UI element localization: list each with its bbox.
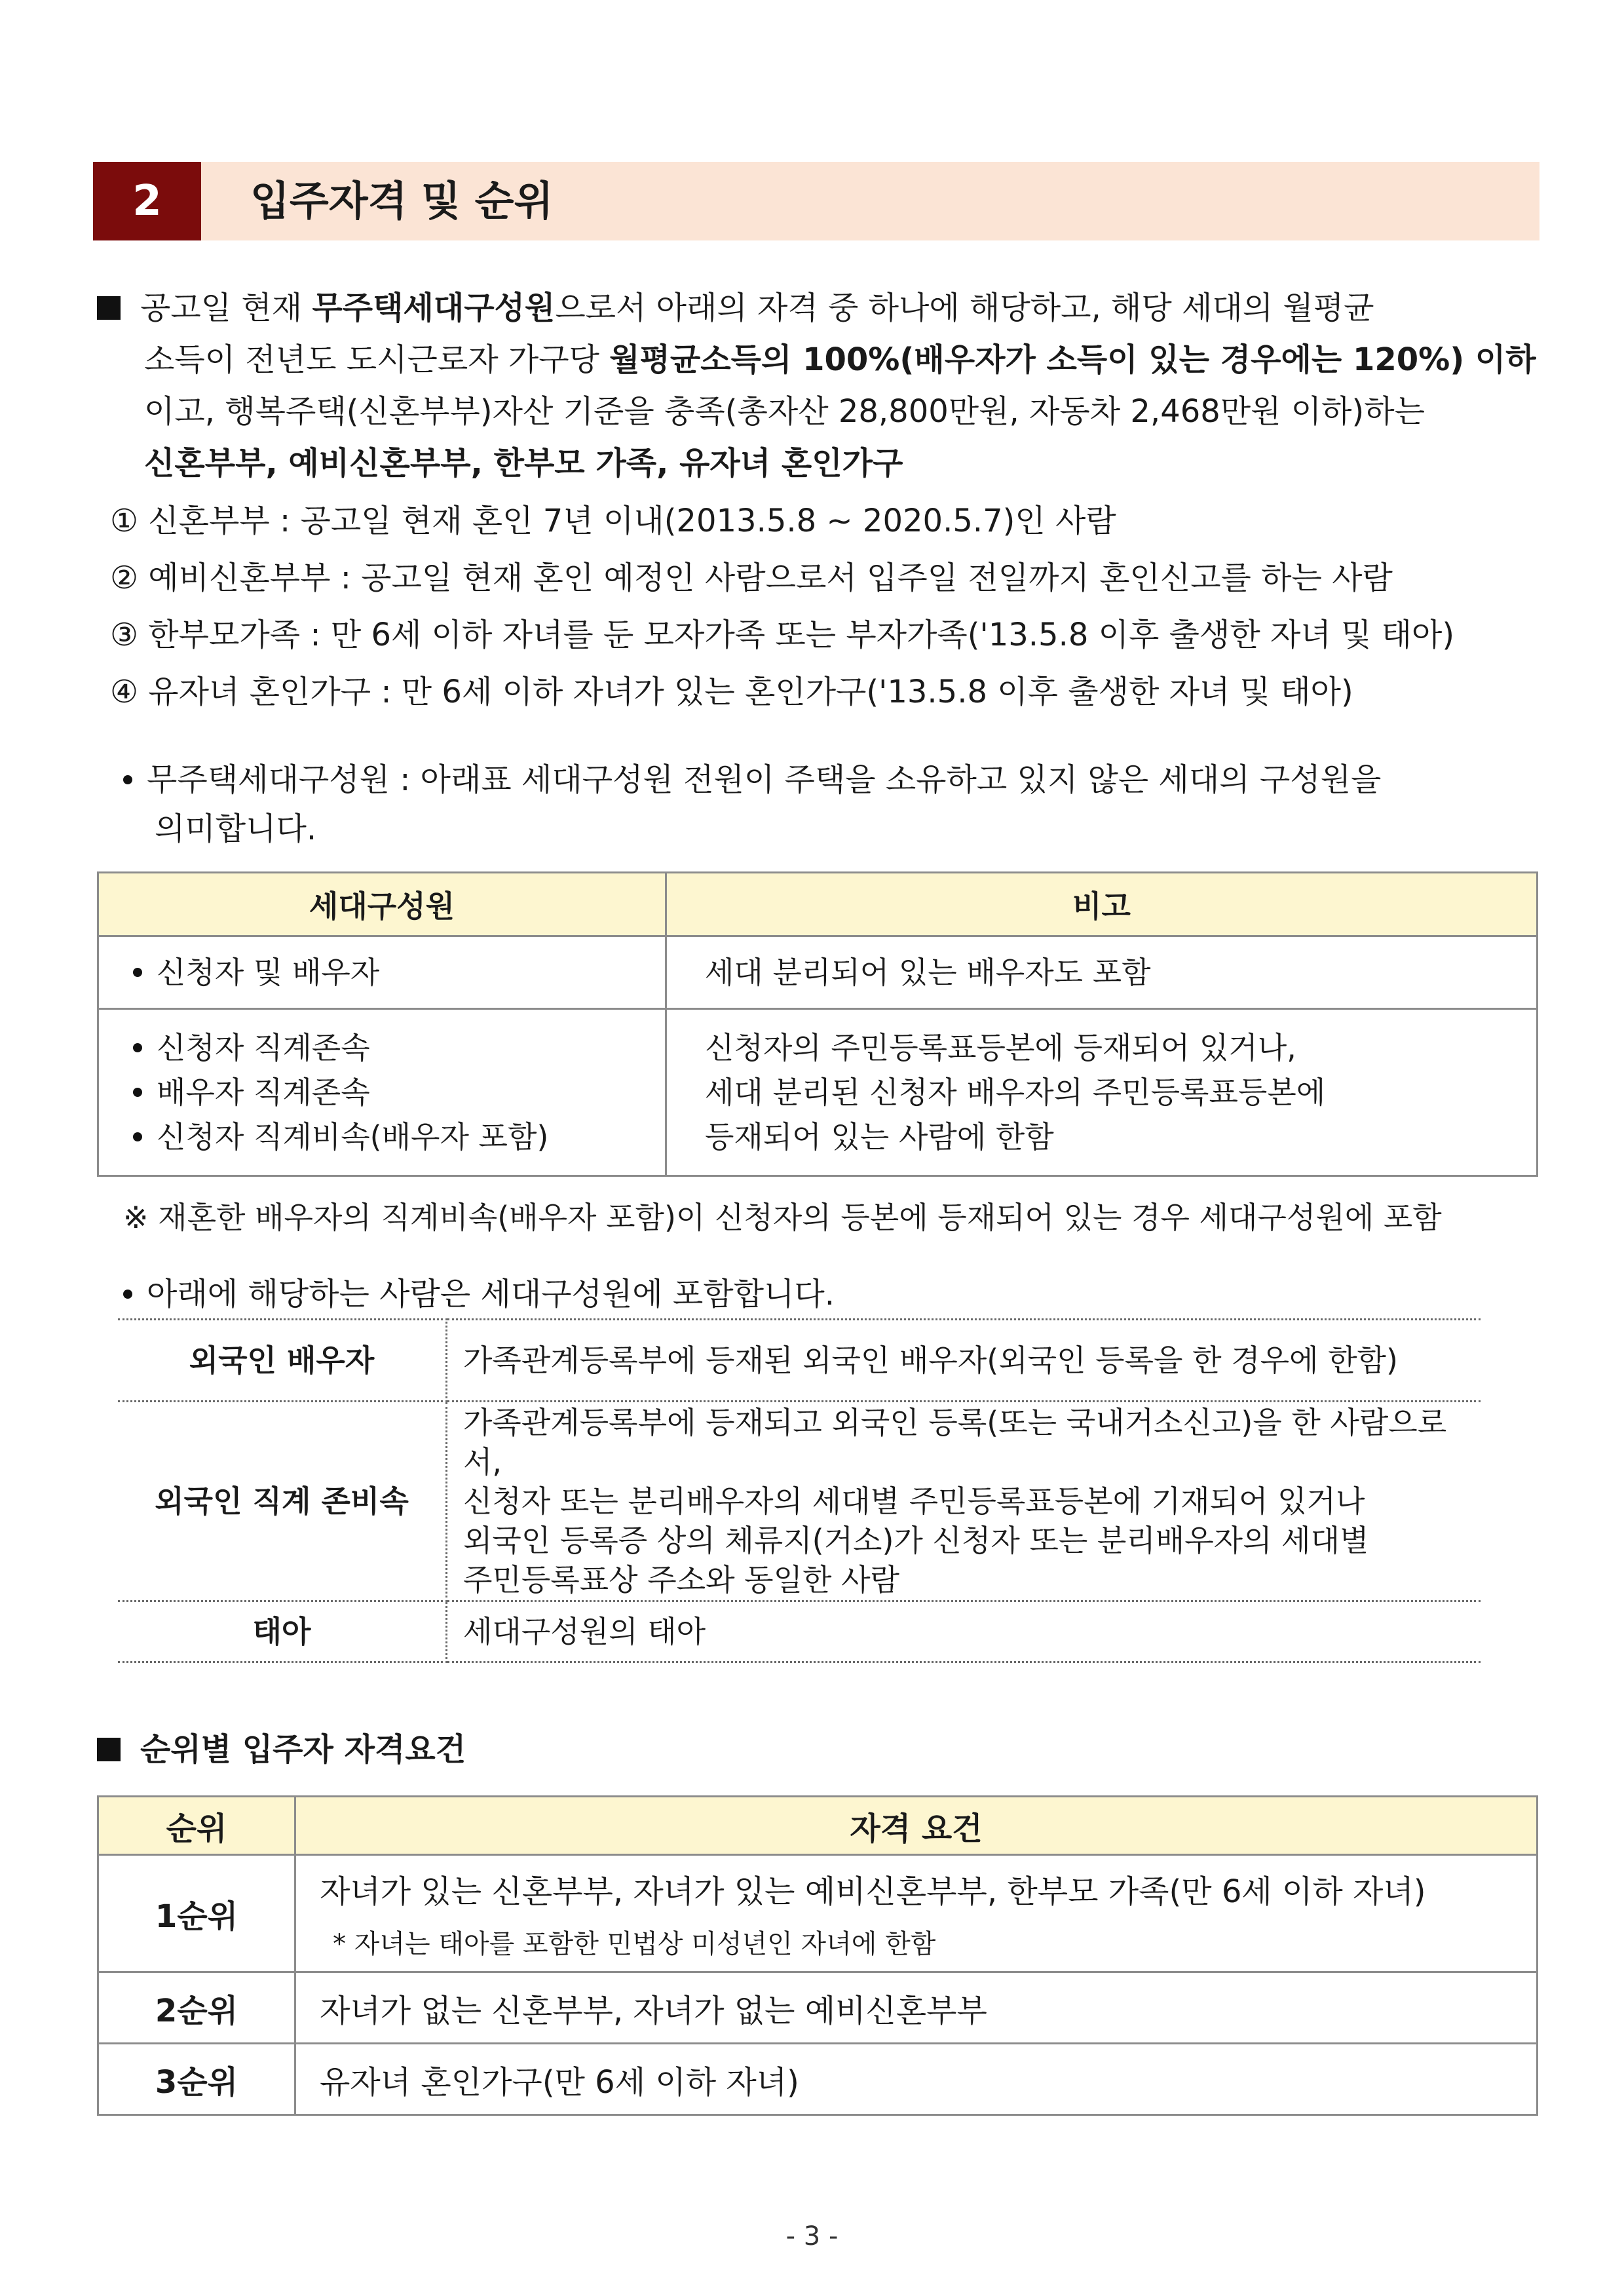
intro-line-1 [97, 282, 1374, 334]
table-header: 세대구성원 [98, 873, 666, 936]
intro-text: 공고일 현재 [140, 290, 312, 326]
note-cell: 세대 분리되어 있는 배우자도 포함 [666, 936, 1538, 1009]
row-value: 가족관계등록부에 등재된 외국인 배우자(외국인 등록을 한 경우에 한함) [447, 1320, 1481, 1402]
intro-emphasis: 무주택세대구성원 [312, 290, 556, 326]
square-bullet-icon [97, 1738, 121, 1761]
list-item: ② 예비신혼부부 : 공고일 현재 혼인 예정인 사람으로서 입주일 전일까지 혼인신고를 하는 사람 [110, 560, 1393, 596]
requirement-cell: 자녀가 없는 신혼부부, 자녀가 없는 예비신혼부부 [295, 1972, 1538, 2044]
intro-line-4: 신혼부부, 예비신혼부부, 한부모 가족, 유자녀 혼인가구 [144, 445, 903, 482]
members-cell [98, 936, 666, 1009]
intro-text: 으로서 아래의 자격 중 하나에 해당하고, 해당 세대의 월평균 [555, 290, 1374, 326]
section-header [93, 162, 1539, 240]
intro-line-2 [144, 334, 1536, 386]
table-header: 자격 요건 [295, 1797, 1538, 1855]
bullet-icon [133, 1088, 142, 1097]
rank-cell: 2순위 [98, 1972, 295, 2044]
page-number: - 3 - [785, 2221, 839, 2251]
bullet-icon [123, 1290, 132, 1299]
note-cell: 신청자의 주민등록표등본에 등재되어 있거나, 세대 분리된 신청자 배우자의 주민등록표등본에 등재되어 있는 사람에 한함 [666, 1009, 1538, 1176]
bullet-icon [133, 968, 142, 977]
ranking-table [97, 1795, 1538, 2116]
included-members-table [118, 1318, 1481, 1663]
table-row [118, 1601, 1481, 1662]
list-item: ① 신혼부부 : 공고일 현재 혼인 7년 이내(2013.5.8 ~ 2020.5.7)인 사람 [110, 503, 1116, 539]
table-footnote: ※ 재혼한 배우자의 직계비속(배우자 포함)이 신청자의 등본에 등재되어 있는 경우 세대구성원에 포함 [123, 1200, 1442, 1235]
bullet-icon [133, 1132, 142, 1141]
requirement-cell: 자녀가 있는 신혼부부, 자녀가 있는 예비신혼부부, 한부모 가족(만 6세 이하 자녀) * 자녀는 태아를 포함한 민법상 미성년인 자녀에 한함 [295, 1855, 1538, 1972]
row-label: 외국인 직계 존비속 [118, 1402, 447, 1601]
row-label: 외국인 배우자 [118, 1320, 447, 1402]
definition-line-1 [123, 754, 1381, 806]
list-item: ③ 한부모가족 : 만 6세 이하 자녀를 둔 모자가족 또는 부자가족('13.5.8 이후 출생한 자녀 및 태아) [110, 617, 1455, 653]
row-label: 태아 [118, 1601, 447, 1662]
list-item: 배우자 직계존속 [133, 1070, 665, 1115]
table-header: 비고 [666, 873, 1538, 936]
requirement-cell: 유자녀 혼인가구(만 6세 이하 자녀) [295, 2044, 1538, 2115]
household-members-table [97, 871, 1538, 1177]
table-row [98, 1009, 1538, 1176]
row-value: 가족관계등록부에 등재되고 외국인 등록(또는 국내거소신고)을 한 사람으로서, 신청자 또는 분리배우자의 세대별 주민등록표등본에 기재되어 있거나 외국인 등록증 상의 체류지(거소)가 신청자 또는 분리배우자의 세대별 주민등록표상 주소와 동일한 사람 [447, 1402, 1481, 1601]
square-bullet-icon [97, 296, 121, 320]
section-title: 입주자격 및 순위 [250, 177, 554, 225]
intro-emphasis: 월평균소득의 100%(배우자가 소득이 있는 경우에는 120%) 이하 [609, 341, 1536, 378]
included-lead: 아래에 해당하는 사람은 세대구성원에 포함합니다. [123, 1268, 835, 1320]
requirement-note: * 자녀는 태아를 포함한 민법상 미성년인 자녀에 한함 [333, 1929, 936, 1959]
table-row [98, 1855, 1538, 1972]
list-item: 신청자 및 배우자 [133, 950, 665, 995]
list-item: 신청자 직계존속 [133, 1025, 665, 1070]
table-row [118, 1320, 1481, 1402]
bullet-icon [133, 1043, 142, 1052]
ranking-heading: 순위별 입주자 자격요건 [97, 1723, 466, 1776]
members-cell [98, 1009, 666, 1176]
definition-text: 무주택세대구성원 : 아래표 세대구성원 전원이 주택을 소유하고 있지 않은 세대의 구성원을 [147, 761, 1382, 798]
rank-cell: 1순위 [98, 1855, 295, 1972]
intro-line-3: 이고, 행복주택(신혼부부)자산 기준을 충족(총자산 28,800만원, 자동차 2,468만원 이하)하는 [144, 393, 1426, 430]
list-item: 신청자 직계비속(배우자 포함) [133, 1115, 665, 1159]
table-row [118, 1402, 1481, 1601]
list-item: ④ 유자녀 혼인가구 : 만 6세 이하 자녀가 있는 혼인가구('13.5.8 이후 출생한 자녀 및 태아) [110, 674, 1353, 710]
table-row [98, 936, 1538, 1009]
bullet-icon [123, 775, 132, 784]
row-value: 세대구성원의 태아 [447, 1601, 1481, 1662]
definition-line-2: 의미합니다. [155, 811, 317, 847]
intro-text: 소득이 전년도 도시근로자 가구당 [144, 341, 610, 378]
table-row [98, 2044, 1538, 2115]
rank-cell: 3순위 [98, 2044, 295, 2115]
section-number: 2 [93, 162, 201, 240]
table-row [98, 1972, 1538, 2044]
table-header: 순위 [98, 1797, 295, 1855]
